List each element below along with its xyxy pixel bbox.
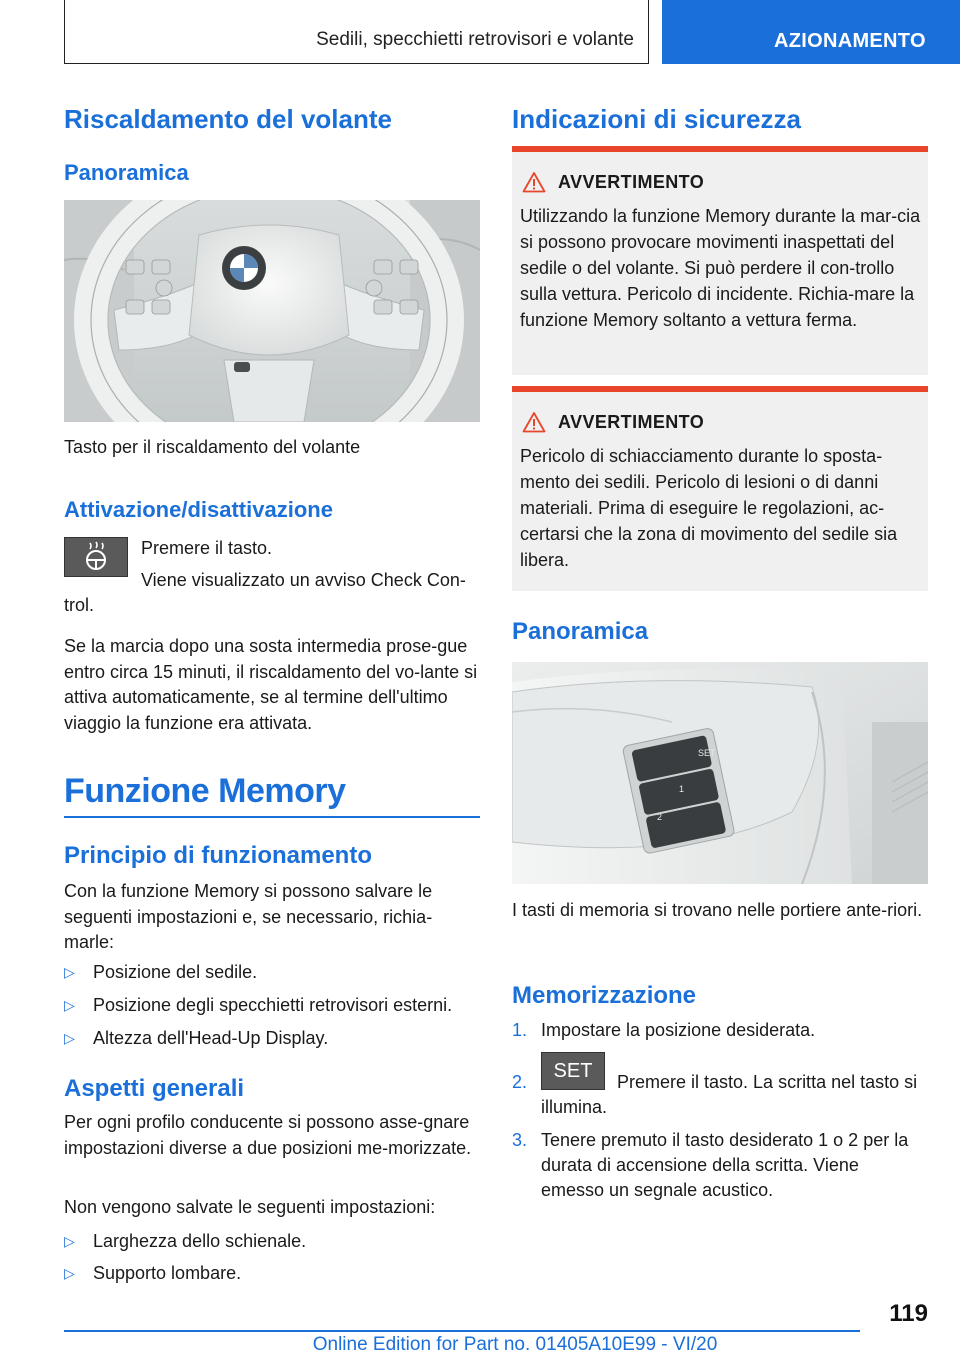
subheading-overview-left: Panoramica xyxy=(64,160,189,185)
memory-set-label: SET xyxy=(698,748,716,758)
set-key-icon: SET xyxy=(541,1052,605,1090)
bullet-triangle-icon: ▷ xyxy=(64,964,75,980)
step-3: 3. Tenere premuto il tasto desiderato 1 o 2 per la durata di accensione della scritta. Viene emesso un segnale acustico. xyxy=(512,1130,909,1200)
door-memory-buttons-image xyxy=(512,662,928,884)
activation-paragraph: Se la marcia dopo una sosta intermedia prose-gue entro circa 15 minuti, il riscaldamento del vo-lante si attiva automaticamente, se al termine dell'ultimo viaggio la funzione era attivata. xyxy=(64,636,478,733)
step-1: 1. Impostare la posizione desiderata. xyxy=(512,1020,816,1040)
bullet-triangle-icon: ▷ xyxy=(64,1233,75,1249)
image1-caption: Tasto per il riscaldamento del volante xyxy=(64,437,361,457)
general-bullet-2: ▷ Supporto lombare. xyxy=(64,1261,480,1286)
bullet-triangle-icon: ▷ xyxy=(64,1265,75,1281)
memory-rule xyxy=(64,816,480,818)
warning-box-1 xyxy=(512,146,928,375)
warning-text: Utilizzando la funzione Memory durante la mar-cia si possono provocare movimenti inaspettati del sedile o del volante. Si può perdere il con-trollo sulla vettura. Pericolo di incidente. Richia-mare la funzione Memory soltanto a vettura ferma. xyxy=(520,206,921,330)
activation-step1: Premere il tasto. xyxy=(141,538,273,558)
principle-bullet-3: ▷ Altezza dell'Head-Up Display. xyxy=(64,1026,480,1051)
bullet-triangle-icon: ▷ xyxy=(64,1030,75,1046)
warning-bar xyxy=(512,146,928,152)
warning-text: Pericolo di schiacciamento durante lo sposta-mento dei sedili. Pericolo di lesioni o di danni materiali. Prima di eseguire le regolazioni, ac-certarsi che la zona di movimento del sedile sia libera. xyxy=(520,446,898,570)
warning-triangle-icon xyxy=(522,171,546,193)
activation-step2a: Viene visualizzato un avviso Check Con- xyxy=(141,570,466,590)
warning-box-2 xyxy=(512,386,928,591)
steering-wheel-image xyxy=(64,200,480,422)
principle-bullet-1: ▷ Posizione del sedile. xyxy=(64,960,480,985)
principle-bullet-2: ▷ Posizione degli specchietti retrovisori esterni. xyxy=(64,993,480,1018)
page-number: 119 xyxy=(889,1300,928,1327)
step-2: 2. Premere il tasto. La scritta nel tasto si illumina. xyxy=(512,1072,918,1117)
chapter-tab-label: AZIONAMENTO xyxy=(774,30,926,52)
memory-2-label: 2 xyxy=(657,812,663,822)
general-text2: Non vengono salvate le seguenti impostazioni: xyxy=(64,1197,436,1217)
memory-1-label: 1 xyxy=(679,784,685,794)
bullet-triangle-icon: ▷ xyxy=(64,997,75,1013)
activation-step2b: trol. xyxy=(64,595,95,615)
subheading-principle: Principio di funzionamento xyxy=(64,842,372,869)
footer-rule xyxy=(64,1330,860,1332)
warning-title: AVVERTIMENTO xyxy=(558,172,705,192)
principle-text: Con la funzione Memory si possono salvare le seguenti impostazioni e, se necessario, richia-marle: xyxy=(64,881,433,952)
chapter-tab[interactable] xyxy=(662,0,960,64)
warning-bar xyxy=(512,386,928,392)
heading-overview-right: Panoramica xyxy=(512,618,649,645)
general-text: Per ogni profilo conducente si possono asse-gnare impostazioni diverse a due posizioni me-morizzate. xyxy=(64,1112,472,1158)
subheading-activation: Attivazione/disattivazione xyxy=(64,497,333,522)
warning-triangle-icon xyxy=(522,411,546,433)
general-bullet-1: ▷ Larghezza dello schienale. xyxy=(64,1229,480,1254)
image2-caption: I tasti di memoria si trovano nelle portiere ante-riori. xyxy=(512,900,923,920)
steering-heat-key-icon xyxy=(64,537,128,577)
heading-steering-heat: Riscaldamento del volante xyxy=(64,104,392,134)
subheading-store: Memorizzazione xyxy=(512,982,697,1009)
section-title: Sedili, specchietti retrovisori e volante xyxy=(316,29,634,50)
footer-edition: Online Edition for Part no. 01405A10E99 - VI/20 xyxy=(312,1334,718,1355)
heading-memory: Funzione Memory xyxy=(64,772,346,810)
subheading-general: Aspetti generali xyxy=(64,1075,245,1102)
header-section-box xyxy=(64,0,649,64)
heading-safety: Indicazioni di sicurezza xyxy=(512,104,801,134)
warning-title: AVVERTIMENTO xyxy=(558,412,705,432)
